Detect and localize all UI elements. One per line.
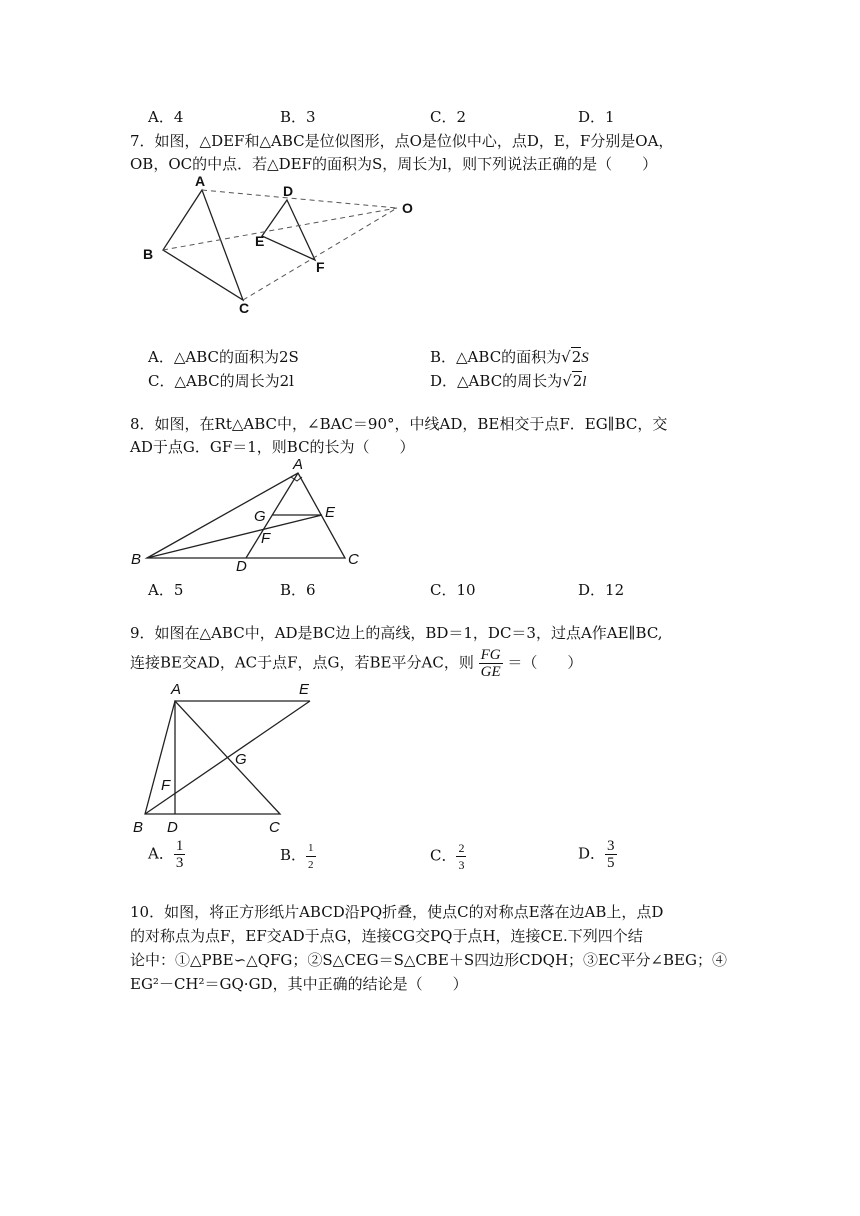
q8-option-c: C．10 [430, 581, 476, 599]
label-e: E [299, 681, 310, 698]
q7-option-b: B．△ABC的面积为√2S [430, 348, 589, 366]
q8-stem-line1: 8．如图，在Rt△ABC中，∠BAC＝90°，中线AD，BE相交于点F．EG∥BC，交 [130, 415, 668, 433]
q6-option-c: C．2 [430, 108, 467, 126]
q8-option-b: B．6 [280, 581, 316, 599]
triangle-abc [145, 701, 280, 814]
q10-stem-line2: 的对称点为点F，EF交AD于点G，连接CG交PQ于点H，连接CE.下列四个结 [130, 927, 643, 945]
q6-option-a: A．4 [148, 108, 184, 126]
q9-option-c: C． $\frac{2}{3}$ [430, 841, 465, 872]
label-g: G [235, 751, 247, 768]
label-e: E [325, 504, 336, 521]
q8-stem-line2: AD于点G．GF＝1，则BC的长为（ ） [130, 438, 415, 456]
q10-stem-line4: EG²－CH²＝GQ·GD，其中正确的结论是（ ） [130, 975, 468, 993]
label-f: F [316, 259, 325, 275]
q9-stem-line2: 连接BE交AD，AC于点F，点G，若BE平分AC，则 $\frac{FG}{GE}$ ＝（ ） [130, 647, 583, 680]
q6-option-d: D．1 [578, 108, 615, 126]
q7-stem-line2: OB，OC的中点．若△DEF的面积为S，周长为l，则下列说法正确的是（ ） [130, 155, 658, 173]
label-d: D [236, 558, 247, 575]
label-c: C [269, 819, 280, 836]
q7-stem-line1: 7．如图，△DEF和△ABC是位似图形，点O是位似中心，点D，E，F分别是OA， [130, 132, 674, 150]
q8-option-d: D．12 [578, 581, 625, 599]
triangle-def [262, 200, 315, 260]
label-b: B [131, 551, 142, 568]
label-d: D [283, 183, 294, 199]
label-b: B [133, 819, 144, 836]
q8-figure [125, 455, 370, 575]
triangle-abc [163, 190, 243, 300]
q9-stem-line1: 9．如图在△ABC中，AD是BC边上的高线，BD＝1，DC＝3，过点A作AE∥BC, [130, 624, 663, 642]
q9-option-b: B． $\frac{1}{2}$ [280, 842, 314, 871]
q10-stem-line1: 10．如图，将正方形纸片ABCD沿PQ折叠，使点C的对称点E落在边AB上，点D [130, 903, 664, 921]
label-a: A [171, 681, 182, 698]
q7-option-c: C．△ABC的周长为2l [148, 372, 294, 390]
label-d: D [167, 819, 178, 836]
line-be [145, 701, 310, 814]
q7-option-a: A．△ABC的面积为2S [148, 348, 299, 366]
q8-option-a: A．5 [148, 581, 184, 599]
label-e: E [255, 233, 265, 249]
label-b: B [143, 246, 154, 262]
label-f: F [261, 530, 271, 547]
label-o: O [402, 200, 413, 216]
label-c: C [239, 300, 250, 315]
q9-figure [125, 680, 325, 840]
median-be [147, 515, 322, 558]
q10-stem-line3: 论中：①△PBE∽△QFG；②S△CEG＝S△CBE＋S四边形CDQH；③EC平分∠BEG；④ [130, 951, 727, 969]
label-f: F [161, 777, 171, 794]
q6-option-b: B．3 [280, 108, 316, 126]
q9-option-a: A． $\frac{1}{3}$ [148, 838, 184, 871]
label-g: G [254, 508, 266, 525]
label-a: A [293, 456, 304, 473]
q7-option-d: D．△ABC的周长为√2l [430, 372, 587, 390]
label-c: C [348, 551, 359, 568]
q9-option-d: D． $\frac{3}{5}$ [578, 838, 615, 871]
label-a: A [195, 173, 206, 189]
q7-figure [135, 170, 435, 315]
